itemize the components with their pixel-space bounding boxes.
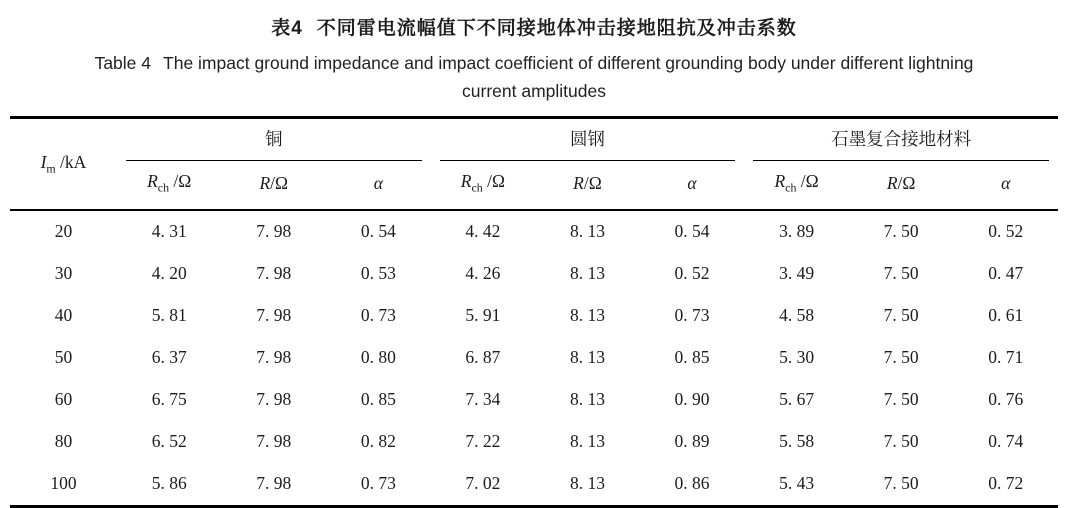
table-cell: 7. 98 xyxy=(256,388,292,409)
table-cell: 0. 73 xyxy=(674,304,710,325)
table-cell: 0. 73 xyxy=(360,304,396,325)
group-header-row xyxy=(10,118,1058,162)
table-cell: 5. 81 xyxy=(151,304,187,325)
table-title-en-line2: current amplitudes xyxy=(462,81,606,101)
col-header-im xyxy=(10,118,117,210)
group-label-graphite: 石墨复合接地材料 xyxy=(753,119,1049,161)
table-cell: 8. 13 xyxy=(569,220,605,241)
table-row xyxy=(10,253,1058,295)
table-cell: 7. 22 xyxy=(465,430,501,451)
im-symbol: I xyxy=(40,151,47,172)
table-cell: 7. 98 xyxy=(256,304,292,325)
table-cell: 0. 52 xyxy=(988,220,1024,241)
r-symbol: R xyxy=(886,172,898,193)
table-row xyxy=(10,463,1058,507)
table-cell: 8. 13 xyxy=(569,388,605,409)
table-cell: 0. 47 xyxy=(988,262,1024,283)
table-cell: 7. 50 xyxy=(883,346,919,367)
table-cell: 5. 91 xyxy=(465,304,501,325)
rch-symbol: R xyxy=(147,171,158,191)
rch-unit: /Ω xyxy=(169,171,192,191)
table-cell: 8. 13 xyxy=(569,262,605,283)
row-header-cell: 50 xyxy=(54,346,73,367)
table-cell: 0. 85 xyxy=(360,388,396,409)
table-cell: 7. 02 xyxy=(465,472,501,493)
table-cell: 7. 50 xyxy=(883,430,919,451)
table-cell: 4. 31 xyxy=(151,220,187,241)
table-cell: 0. 52 xyxy=(674,262,710,283)
table-cell: 8. 13 xyxy=(569,346,605,367)
rch-subscript: ch xyxy=(785,180,797,195)
group-label-round-steel: 圆钢 xyxy=(440,119,736,161)
table-cell: 0. 85 xyxy=(674,346,710,367)
row-header-cell: 60 xyxy=(54,388,73,409)
table-title-en-line1 xyxy=(10,49,1058,77)
im-unit: /kA xyxy=(55,151,87,172)
group-label-copper: 铜 xyxy=(126,119,422,161)
alpha-symbol: α xyxy=(1001,172,1011,193)
table-cell: 0. 82 xyxy=(360,430,396,451)
table-title-en xyxy=(10,49,1058,105)
im-subscript: m xyxy=(46,161,56,175)
table-cell: 7. 98 xyxy=(256,262,292,283)
row-header-cell: 100 xyxy=(50,472,77,493)
table-cell: 0. 80 xyxy=(360,346,396,367)
table-cell: 5. 67 xyxy=(779,388,815,409)
table-row xyxy=(10,210,1058,253)
table-cell: 7. 50 xyxy=(883,220,919,241)
table-cell: 0. 72 xyxy=(988,472,1024,493)
table-row xyxy=(10,337,1058,379)
table-title-zh xyxy=(10,0,1058,40)
table-cell: 4. 20 xyxy=(151,262,187,283)
group-header-copper xyxy=(117,118,431,162)
row-header-cell: 40 xyxy=(54,304,73,325)
table-cell: 7. 50 xyxy=(883,472,919,493)
table-cell: 5. 86 xyxy=(151,472,187,493)
table-cell: 0. 54 xyxy=(360,220,396,241)
col-header-alpha-graphite xyxy=(953,161,1058,210)
rch-symbol: R xyxy=(460,171,472,191)
table-cell: 8. 13 xyxy=(569,430,605,451)
table-title-zh-text: 不同雷电流幅值下不同接地体冲击接地阻抗及冲击系数 xyxy=(316,18,797,39)
rch-unit: /Ω xyxy=(482,171,505,191)
rch-subscript: ch xyxy=(471,180,483,195)
col-header-r-round-steel xyxy=(535,161,640,210)
row-header-cell: 80 xyxy=(54,430,73,451)
table-cell: 0. 53 xyxy=(360,262,396,283)
table-title-en-label: Table 4 xyxy=(94,53,152,73)
table-cell: 7. 34 xyxy=(465,388,501,409)
table-cell: 7. 98 xyxy=(256,430,292,451)
table-row xyxy=(10,421,1058,463)
table-cell: 7. 98 xyxy=(256,220,292,241)
row-header-cell: 30 xyxy=(54,262,73,283)
table-cell: 7. 50 xyxy=(883,262,919,283)
col-header-rch-copper xyxy=(117,161,222,210)
col-header-alpha-round-steel xyxy=(640,161,745,210)
table-cell: 6. 75 xyxy=(151,388,187,409)
table-cell: 0. 89 xyxy=(674,430,710,451)
table-cell: 0. 71 xyxy=(988,346,1024,367)
col-header-r-copper xyxy=(221,161,326,210)
table-row xyxy=(10,379,1058,421)
table-cell: 6. 37 xyxy=(151,346,187,367)
r-symbol: R xyxy=(259,172,271,193)
table-cell: 0. 90 xyxy=(674,388,710,409)
table-cell: 5. 58 xyxy=(779,430,815,451)
table-cell: 4. 26 xyxy=(465,262,501,283)
table-title-zh-label: 表4 xyxy=(271,18,303,39)
row-header-cell: 20 xyxy=(54,220,73,241)
table-cell: 3. 89 xyxy=(779,220,815,241)
table-cell: 0. 73 xyxy=(360,472,396,493)
table-cell: 0. 86 xyxy=(674,472,710,493)
r-unit: /Ω xyxy=(270,172,289,193)
r-unit: /Ω xyxy=(583,172,602,193)
table-cell: 7. 98 xyxy=(256,346,292,367)
col-header-rch-round-steel xyxy=(431,161,536,210)
table-body xyxy=(10,210,1058,507)
sub-header-row xyxy=(10,161,1058,210)
col-header-r-graphite xyxy=(849,161,954,210)
alpha-symbol: α xyxy=(687,172,697,193)
rch-symbol: R xyxy=(774,171,786,191)
table-cell: 4. 42 xyxy=(465,220,501,241)
table-title-en-text: The impact ground impedance and impact coefficient of different grounding body under different lightning xyxy=(163,53,974,73)
table-cell: 7. 50 xyxy=(883,388,919,409)
table-cell: 3. 49 xyxy=(779,262,815,283)
table-cell: 5. 43 xyxy=(779,472,815,493)
table-cell: 8. 13 xyxy=(569,472,605,493)
table-cell: 7. 50 xyxy=(883,304,919,325)
col-header-rch-graphite xyxy=(744,161,849,210)
table-cell: 8. 13 xyxy=(569,304,605,325)
table-cell: 6. 52 xyxy=(151,430,187,451)
alpha-symbol: α xyxy=(373,172,383,193)
r-symbol: R xyxy=(573,172,584,193)
table-cell: 0. 74 xyxy=(988,430,1024,451)
group-header-graphite xyxy=(744,118,1058,162)
table-cell: 6. 87 xyxy=(465,346,501,367)
impedance-table xyxy=(10,116,1058,508)
col-header-alpha-copper xyxy=(326,161,431,210)
table-cell: 0. 54 xyxy=(674,220,710,241)
table-cell: 0. 76 xyxy=(988,388,1024,409)
table-cell: 0. 61 xyxy=(988,304,1024,325)
r-unit: /Ω xyxy=(897,172,916,193)
table-cell: 4. 58 xyxy=(779,304,815,325)
table-cell: 7. 98 xyxy=(256,472,292,493)
table-row xyxy=(10,295,1058,337)
rch-subscript: ch xyxy=(157,180,170,195)
group-header-round-steel xyxy=(431,118,745,162)
rch-unit: /Ω xyxy=(796,171,819,191)
table-cell: 5. 30 xyxy=(779,346,815,367)
